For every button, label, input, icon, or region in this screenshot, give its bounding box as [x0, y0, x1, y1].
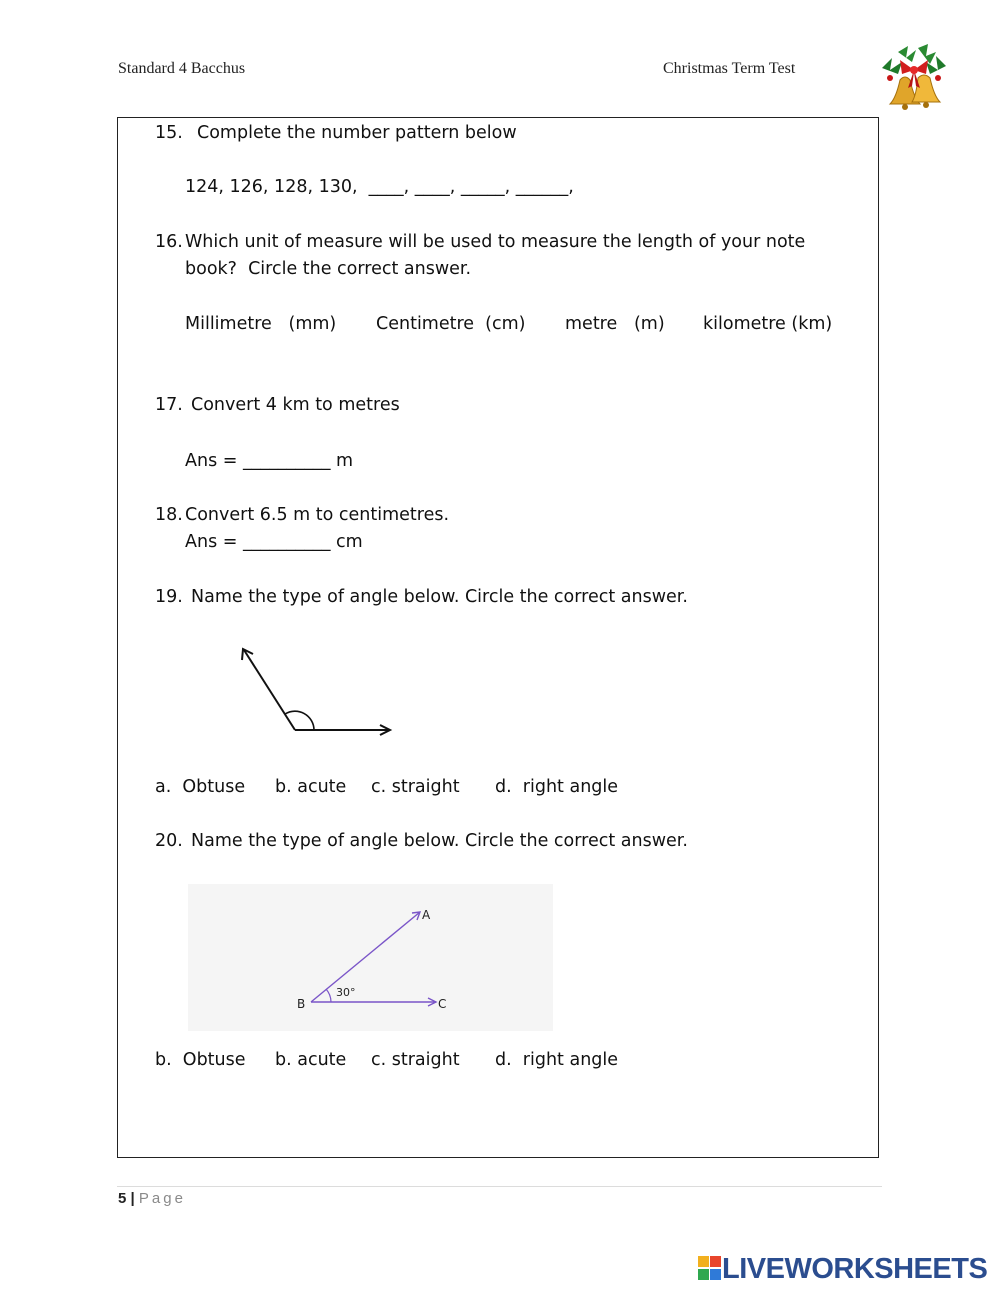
q19-option-right-angle[interactable]: d. right angle — [495, 777, 619, 797]
q20-number: 20. — [155, 831, 183, 851]
q20-text: Name the type of angle below. Circle the correct answer. — [191, 831, 688, 851]
q15-sequence: 124, 126, 128, 130, ____, ____, _____, ______, — [185, 177, 574, 197]
q19-text: Name the type of angle below. Circle the correct answer. — [191, 587, 688, 607]
q20-option-obtuse[interactable]: b. Obtuse — [155, 1050, 246, 1070]
q16-number: 16. — [155, 232, 183, 252]
q19-number: 19. — [155, 587, 183, 607]
q20-angle-figure — [188, 884, 553, 1031]
liveworksheets-brand-text: LIVEWORKSHEETS — [722, 1252, 988, 1285]
q19-option-acute[interactable]: b. acute — [275, 777, 347, 797]
q20-point-b-label: B — [297, 997, 306, 1011]
q19-angle-diagram — [230, 640, 400, 740]
q20-option-acute[interactable]: b. acute — [275, 1050, 347, 1070]
q16-option-kilometre[interactable]: kilometre (km) — [703, 314, 833, 334]
liveworksheets-watermark — [698, 1254, 987, 1284]
liveworksheets-logo-icon — [698, 1256, 722, 1282]
q16-option-metre[interactable]: metre (m) — [565, 314, 665, 334]
q16-text-line2: book? Circle the correct answer. — [185, 259, 472, 279]
q16-text-line1: Which unit of measure will be used to measure the length of your note — [185, 232, 806, 252]
christmas-bells-icon — [878, 40, 950, 114]
footer-divider — [117, 1186, 882, 1187]
q20-point-c-label: C — [438, 997, 447, 1011]
q16-option-centimetre[interactable]: Centimetre (cm) — [376, 314, 526, 334]
q20-option-right-angle[interactable]: d. right angle — [495, 1050, 619, 1070]
q17-number: 17. — [155, 395, 183, 415]
header-left-text: Standard 4 Bacchus — [118, 60, 246, 77]
q19-option-obtuse[interactable]: a. Obtuse — [155, 777, 246, 797]
q17-answer-field[interactable]: Ans = __________ m — [185, 451, 354, 471]
q18-text: Convert 6.5 m to centimetres. — [185, 505, 450, 525]
page-number: 5 — [118, 1190, 127, 1207]
q19-option-straight[interactable]: c. straight — [371, 777, 460, 797]
q20-angle-label: 30° — [336, 986, 356, 999]
page-separator: | — [130, 1190, 135, 1207]
q18-number: 18. — [155, 505, 183, 525]
header-right-text: Christmas Term Test — [663, 60, 796, 77]
q15-text: Complete the number pattern below — [197, 123, 517, 143]
q17-text: Convert 4 km to metres — [191, 395, 400, 415]
q20-point-a-label: A — [422, 908, 431, 922]
q16-option-millimetre[interactable]: Millimetre (mm) — [185, 314, 337, 334]
page-label: Page — [138, 1190, 186, 1207]
page-footer — [118, 1190, 186, 1207]
q18-answer-field[interactable]: Ans = __________ cm — [185, 532, 363, 552]
q15-number: 15. — [155, 123, 183, 143]
q20-option-straight[interactable]: c. straight — [371, 1050, 460, 1070]
